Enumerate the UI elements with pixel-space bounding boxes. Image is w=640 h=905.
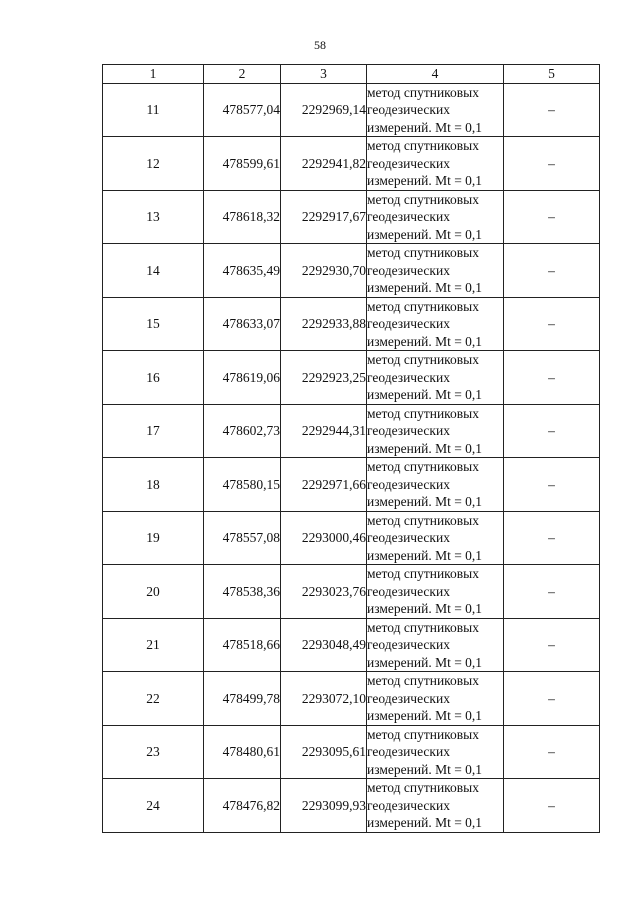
method-line: измерений. Mt = 0,1 (367, 494, 483, 509)
method-line: метод спутниковых (367, 512, 479, 528)
method-line: геодезических (367, 637, 450, 652)
coordinate-x: 478599,61 (204, 137, 281, 191)
method-line: измерений. Mt = 0,1 (367, 547, 483, 563)
page-number: 58 (314, 38, 326, 52)
method-line: метод спутниковых (367, 405, 479, 421)
coordinate-x: 478518,66 (204, 618, 281, 672)
measurement-method (367, 190, 504, 244)
method-line: измерений. Mt = 0,1 (367, 280, 483, 295)
measurement-method (367, 725, 504, 779)
column-5-value: – (504, 779, 600, 833)
point-number: 19 (103, 511, 204, 565)
table-row (103, 672, 600, 726)
method-line: измерений. Mt = 0,1 (367, 440, 483, 456)
header-col-5: 5 (504, 65, 600, 84)
table-row (103, 297, 600, 351)
coordinate-x: 478557,08 (204, 511, 281, 565)
coordinate-y: 2292971,66 (281, 458, 367, 512)
method-line: геодезических (367, 797, 450, 813)
column-5-value: – (504, 618, 600, 672)
method-line: геодезических (367, 209, 450, 224)
point-number: 11 (103, 83, 204, 137)
point-number: 22 (103, 672, 204, 726)
coordinate-x: 478577,04 (204, 83, 281, 137)
method-line: метод спутниковых (367, 780, 479, 795)
coordinate-x: 478480,61 (204, 725, 281, 779)
method-line: метод спутниковых (367, 459, 479, 474)
table-row (103, 725, 600, 779)
point-number: 16 (103, 351, 204, 405)
column-5-value: – (504, 83, 600, 137)
method-line: геодезических (367, 744, 450, 759)
measurement-method (367, 244, 504, 298)
coordinate-y: 2292930,70 (281, 244, 367, 298)
method-line: измерений. Mt = 0,1 (367, 601, 483, 616)
method-line: геодезических (367, 690, 450, 706)
column-5-value: – (504, 244, 600, 298)
table-row (103, 458, 600, 512)
coordinate-x: 478635,49 (204, 244, 281, 298)
table-row (103, 190, 600, 244)
column-5-value: – (504, 725, 600, 779)
measurement-method (367, 137, 504, 191)
point-number: 24 (103, 779, 204, 833)
method-line: измерений. Mt = 0,1 (367, 119, 483, 135)
coordinate-y: 2293023,76 (281, 565, 367, 619)
method-line: измерений. Mt = 0,1 (367, 815, 483, 830)
table-row (103, 618, 600, 672)
method-line: геодезических (367, 262, 450, 278)
method-line: метод спутниковых (367, 191, 479, 207)
header-col-2: 2 (204, 65, 281, 84)
method-line: метод спутниковых (367, 298, 479, 314)
method-line: геодезических (367, 530, 450, 545)
table-row (103, 404, 600, 458)
coordinate-y: 2292944,31 (281, 404, 367, 458)
coordinate-y: 2292933,88 (281, 297, 367, 351)
method-line: измерений. Mt = 0,1 (367, 333, 483, 349)
coordinate-y: 2293000,46 (281, 511, 367, 565)
header-col-1: 1 (103, 65, 204, 84)
method-line: метод спутниковых (367, 566, 479, 581)
coordinate-y: 2293048,49 (281, 618, 367, 672)
header-col-4: 4 (367, 65, 504, 84)
point-number: 14 (103, 244, 204, 298)
table-row (103, 244, 600, 298)
method-line: измерений. Mt = 0,1 (367, 708, 483, 723)
method-line: геодезических (367, 476, 450, 492)
measurement-method (367, 779, 504, 833)
method-line: метод спутниковых (367, 352, 479, 367)
point-number: 12 (103, 137, 204, 191)
point-number: 17 (103, 404, 204, 458)
measurement-method (367, 618, 504, 672)
method-line: метод спутниковых (367, 673, 479, 688)
method-line: геодезических (367, 102, 450, 117)
column-5-value: – (504, 404, 600, 458)
table-row (103, 351, 600, 405)
method-line: метод спутниковых (367, 245, 479, 260)
column-5-value: – (504, 565, 600, 619)
method-line: измерений. Mt = 0,1 (367, 654, 483, 670)
coordinate-x: 478619,06 (204, 351, 281, 405)
method-line: метод спутниковых (367, 726, 479, 742)
table-row (103, 137, 600, 191)
method-line: геодезических (367, 155, 450, 171)
measurement-method (367, 351, 504, 405)
column-5-value: – (504, 137, 600, 191)
point-number: 20 (103, 565, 204, 619)
method-line: измерений. Mt = 0,1 (367, 226, 483, 242)
column-5-value: – (504, 351, 600, 405)
method-line: метод спутниковых (367, 84, 479, 100)
method-line: геодезических (367, 316, 450, 331)
column-5-value: – (504, 190, 600, 244)
method-line: измерений. Mt = 0,1 (367, 761, 483, 777)
table-row (103, 511, 600, 565)
table-header-row (103, 65, 600, 84)
coordinate-x: 478580,15 (204, 458, 281, 512)
point-number: 15 (103, 297, 204, 351)
coordinates-table (102, 64, 600, 833)
measurement-method (367, 297, 504, 351)
table-row (103, 83, 600, 137)
measurement-method (367, 458, 504, 512)
coordinate-y: 2292969,14 (281, 83, 367, 137)
method-line: метод спутниковых (367, 138, 479, 153)
coordinate-x: 478538,36 (204, 565, 281, 619)
coordinate-y: 2292917,67 (281, 190, 367, 244)
column-5-value: – (504, 297, 600, 351)
method-line: метод спутниковых (367, 619, 479, 635)
method-line: измерений. Mt = 0,1 (367, 387, 483, 402)
coordinate-x: 478618,32 (204, 190, 281, 244)
measurement-method (367, 511, 504, 565)
point-number: 21 (103, 618, 204, 672)
coordinate-x: 478476,82 (204, 779, 281, 833)
column-5-value: – (504, 458, 600, 512)
measurement-method (367, 672, 504, 726)
coordinate-y: 2293099,93 (281, 779, 367, 833)
measurement-method (367, 404, 504, 458)
measurement-method (367, 565, 504, 619)
method-line: измерений. Mt = 0,1 (367, 173, 483, 188)
coordinate-x: 478499,78 (204, 672, 281, 726)
point-number: 18 (103, 458, 204, 512)
point-number: 23 (103, 725, 204, 779)
coordinate-y: 2293072,10 (281, 672, 367, 726)
coordinate-y: 2292941,82 (281, 137, 367, 191)
coordinate-x: 478602,73 (204, 404, 281, 458)
table-row (103, 779, 600, 833)
coordinate-y: 2292923,25 (281, 351, 367, 405)
coordinate-y: 2293095,61 (281, 725, 367, 779)
method-line: геодезических (367, 423, 450, 438)
column-5-value: – (504, 511, 600, 565)
measurement-method (367, 83, 504, 137)
header-col-3: 3 (281, 65, 367, 84)
table-row (103, 565, 600, 619)
coordinate-x: 478633,07 (204, 297, 281, 351)
method-line: геодезических (367, 369, 450, 385)
column-5-value: – (504, 672, 600, 726)
method-line: геодезических (367, 583, 450, 599)
point-number: 13 (103, 190, 204, 244)
